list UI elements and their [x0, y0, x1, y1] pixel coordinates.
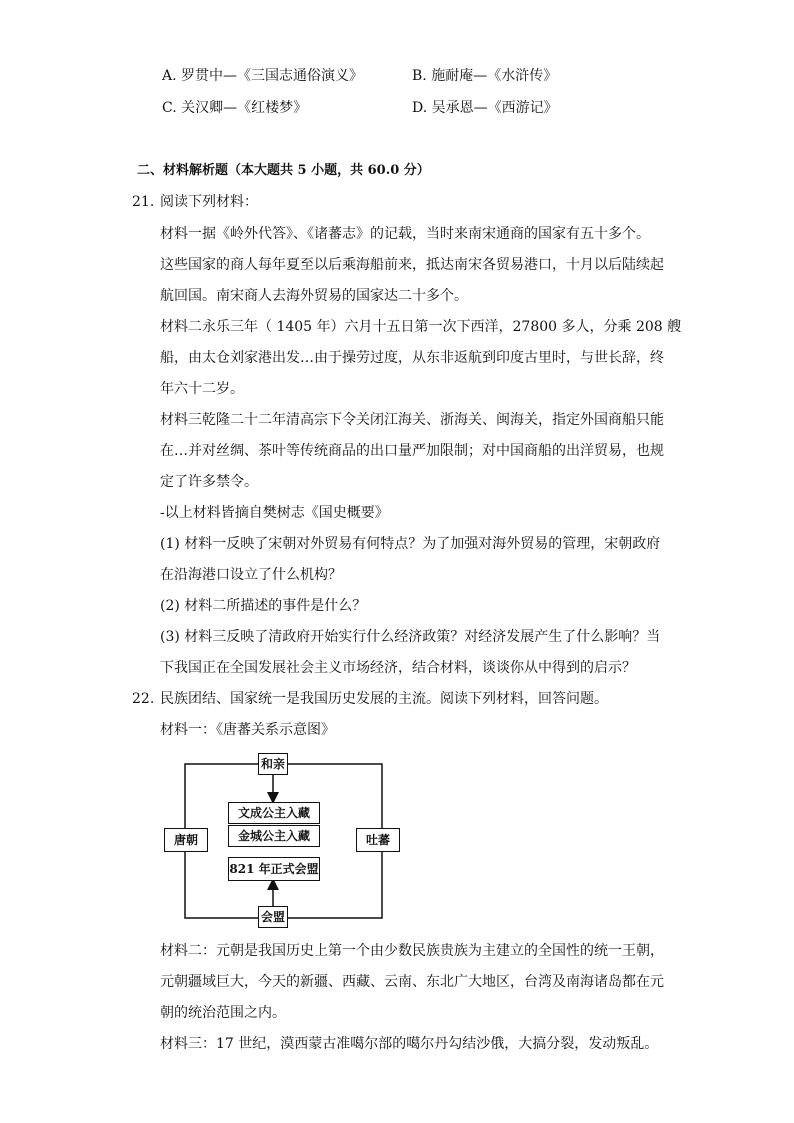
q21-sub3-line: 下我国正在全国发展社会主义市场经济，结合材料，谈谈你从中得到的启示？ — [160, 660, 636, 676]
q21-material3-line: 材料三乾隆二十二年清高宗下令关闭江海关、浙海关、闽海关，指定外国商船只能 — [160, 412, 664, 428]
q21-material3-line: 在…并对丝绸、茶叶等传统商品的出口量严加限制；对中国商船的出洋贸易，也规 — [160, 443, 664, 459]
tang-tubo-diagram — [160, 746, 420, 931]
q22-material3: 材料三：17 世纪，漠西蒙古准噶尔部的噶尔丹勾结沙俄，大搞分裂，发动叛乱。 — [160, 1036, 659, 1052]
q21-source: -以上材料皆摘自樊树志《国史概要》 — [160, 505, 389, 521]
q22-number: 22. — [132, 691, 155, 707]
q22-material1-title: 材料一：《唐蕃关系示意图》 — [160, 722, 335, 738]
q21-material2-line: 年六十二岁。 — [160, 381, 244, 397]
diagram-box-tang: 唐朝 — [164, 828, 208, 852]
diagram-box-huimeng: 会盟 — [258, 906, 288, 928]
section-heading: 二、材料解析题（本大题共 5 小题，共 60.0 分） — [137, 163, 430, 178]
option-c: C. 关汉卿—《红楼梦》 — [162, 100, 308, 116]
diagram-box-heqin: 和亲 — [258, 753, 288, 775]
diagram-box-wencheng: 文成公主入藏 — [228, 802, 320, 824]
q21-number: 21. — [132, 194, 155, 210]
diagram-box-jincheng: 金城公主入藏 — [228, 825, 320, 847]
q22-prompt: 民族团结、国家统一是我国历史发展的主流。阅读下列材料，回答问题。 — [160, 691, 608, 707]
q22-material2-line: 朝的统治范围之内。 — [160, 1005, 286, 1021]
q21-sub1-line: (1) 材料一反映了宋朝对外贸易有何特点？为了加强对海外贸易的管理，宋朝政府 — [160, 536, 661, 552]
q21-material1-line: 材料一据《岭外代答》、《诸蕃志》的记载，当时来南宋通商的国家有五十多个。 — [160, 226, 650, 242]
q21-sub3-line: (3) 材料三反映了清政府开始实行什么经济政策？对经济发展产生了什么影响？当 — [160, 629, 661, 645]
diagram-box-tubo: 吐蕃 — [356, 828, 400, 852]
q21-material3-line: 定了许多禁令。 — [160, 474, 258, 490]
q21-prompt: 阅读下列材料： — [160, 194, 258, 210]
q21-material2-line: 材料二永乐三年（ 1405 年）六月十五日第一次下西洋，27800 多人，分乘 208 艘 — [160, 319, 682, 335]
q21-sub2: (2) 材料二所描述的事件是什么？ — [160, 598, 367, 614]
q21-material2-line: 船，由太仓刘家港出发…由于操劳过度，从东非返航到印度古里时，与世长辞，终 — [160, 350, 664, 366]
q22-material2-line: 材料二：元朝是我国历史上第一个由少数民族贵族为主建立的全国性的统一王朝， — [160, 943, 664, 959]
option-a: A. 罗贯中—《三国志通俗演义》 — [162, 68, 364, 84]
q22-material2-line: 元朝疆域巨大，今天的新疆、西藏、云南、东北广大地区，台湾及南海诸岛都在元 — [160, 974, 664, 990]
diagram-box-treaty-821: 821 年正式会盟 — [228, 857, 320, 881]
option-d: D. 吴承恩—《西游记》 — [412, 100, 558, 116]
option-b: B. 施耐庵—《水浒传》 — [412, 68, 558, 84]
q21-sub1-line: 在沿海港口设立了什么机构？ — [160, 567, 342, 583]
q21-material1-line: 这些国家的商人每年夏至以后乘海船前来，抵达南宋各贸易港口，十月以后陆续起 — [160, 257, 664, 273]
q21-material1-line: 航回国。南宋商人去海外贸易的国家达二十多个。 — [160, 288, 468, 304]
